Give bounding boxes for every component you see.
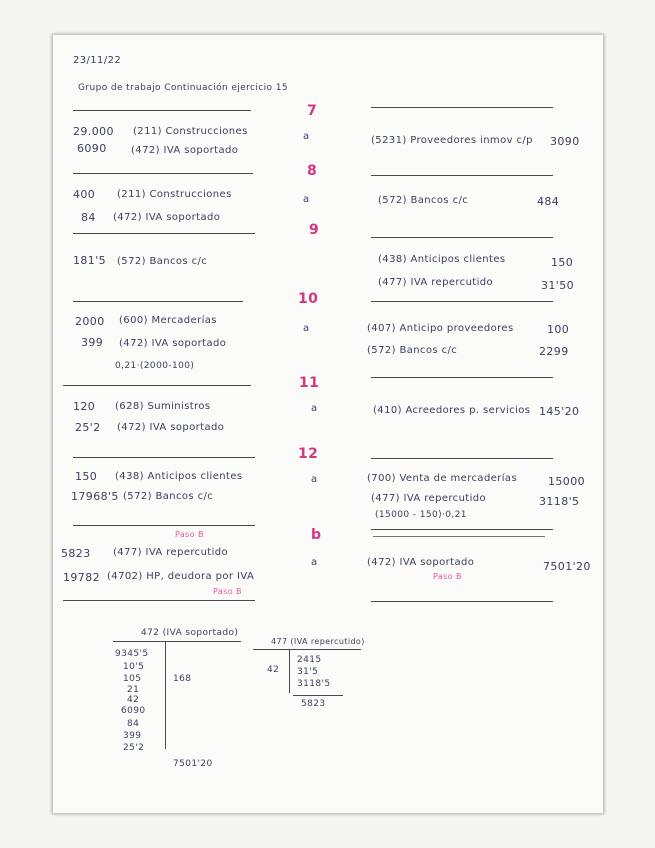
debit-account: (472) IVA soportado <box>113 212 221 223</box>
debit-account: (572) Bancos c/c <box>117 256 208 267</box>
entry-rule-right-double <box>373 536 545 537</box>
entry-rule-left <box>73 110 251 111</box>
credit-account: (700) Venta de mercaderías <box>367 473 518 484</box>
debit-account: (628) Suministros <box>115 401 211 412</box>
t-account-total-rule <box>293 695 343 696</box>
debit-account: (472) IVA soportado <box>117 422 225 433</box>
credit-account: (572) Bancos c/c <box>378 195 469 206</box>
page-date: 23/11/22 <box>73 55 122 66</box>
step-annotation: Paso B <box>175 530 204 539</box>
t-account-debit: 42 <box>127 695 140 705</box>
entry-rule-right <box>371 107 553 108</box>
entry-number: b <box>311 527 322 543</box>
entry-rule-left <box>63 385 251 386</box>
debit-account: (600) Mercaderías <box>119 315 217 326</box>
t-account-credit: 168 <box>173 674 192 684</box>
entry-rule-right <box>371 301 553 302</box>
debit-amount: 6090 <box>77 142 107 155</box>
credit-account: (477) IVA repercutido <box>371 493 487 504</box>
entry-separator: a <box>311 474 318 485</box>
credit-amount: 31'50 <box>541 279 575 292</box>
entry-rule-right <box>371 377 553 378</box>
t-account-title: 472 (IVA soportado) <box>141 628 239 638</box>
debit-account: (472) IVA soportado <box>131 145 239 156</box>
credit-amount: 15000 <box>548 475 585 488</box>
t-account-bar <box>253 649 361 650</box>
debit-amount: 84 <box>81 211 96 224</box>
entry-rule-right <box>371 458 553 459</box>
notebook-sheet <box>52 34 604 814</box>
t-account-debit: 21 <box>127 685 140 695</box>
credit-amount: 150 <box>551 256 574 269</box>
debit-account: (477) IVA repercutido <box>113 547 229 558</box>
entry-rule-left <box>73 525 255 526</box>
entry-rule-left <box>73 173 253 174</box>
credit-amount: 100 <box>547 323 570 336</box>
t-account-debit: 399 <box>123 731 142 741</box>
debit-amount: 120 <box>73 400 96 413</box>
entry-separator: a <box>303 131 310 142</box>
entry-rule-right <box>371 601 553 602</box>
entry-separator: a <box>311 557 318 568</box>
debit-amount: 399 <box>81 336 104 349</box>
entry-number: 10 <box>298 291 319 307</box>
credit-account: (410) Acreedores p. servicios <box>373 405 531 416</box>
t-account-debit: 42 <box>267 665 280 675</box>
t-account-title: 477 (IVA repercutido) <box>271 637 365 646</box>
t-account-debit: 6090 <box>121 706 146 716</box>
credit-amount: 7501'20 <box>543 560 591 573</box>
t-account-credit: 2415 <box>297 655 322 665</box>
entry-number: 12 <box>298 446 319 462</box>
entry-rule-left <box>73 457 255 458</box>
entry-rule-left <box>73 233 255 234</box>
debit-account: (438) Anticipos clientes <box>115 471 243 482</box>
debit-account: (4702) HP, deudora por IVA <box>107 571 255 582</box>
debit-amount: 400 <box>73 188 96 201</box>
entry-rule-left <box>73 301 243 302</box>
debit-account: (472) IVA soportado <box>119 338 227 349</box>
page-title: Grupo de trabajo Continuación ejercicio 15 <box>78 83 288 93</box>
t-account-credit: 3118'5 <box>297 679 331 689</box>
step-annotation: Paso B <box>433 572 462 581</box>
entry-number: 9 <box>309 222 320 238</box>
debit-amount: 2000 <box>75 315 105 328</box>
credit-amount: 3118'5 <box>539 495 580 508</box>
t-account-debit: 25'2 <box>123 743 145 753</box>
debit-amount: 25'2 <box>75 421 101 434</box>
debit-amount: 5823 <box>61 547 91 560</box>
entry-rule-left <box>63 600 255 601</box>
entry-number: 8 <box>307 163 318 179</box>
t-account-credit: 31'5 <box>297 667 319 677</box>
debit-account: (211) Construcciones <box>117 189 232 200</box>
credit-account: (477) IVA repercutido <box>378 277 494 288</box>
t-account-divider <box>289 649 290 693</box>
step-annotation: Paso B <box>213 587 242 596</box>
t-account-debit: 10'5 <box>123 662 145 672</box>
t-account-debit: 105 <box>123 674 142 684</box>
t-account-debit: 9345'5 <box>115 649 149 659</box>
t-account-debit: 84 <box>127 719 140 729</box>
entry-separator: a <box>311 403 318 414</box>
t-account-total: 7501'20 <box>173 759 213 769</box>
t-account-bar <box>113 641 241 642</box>
t-account-divider <box>165 641 166 749</box>
entry-separator: a <box>303 323 310 334</box>
calculation-note: 0,21·(2000-100) <box>115 361 195 371</box>
entry-rule-right <box>371 529 553 530</box>
credit-account: (472) IVA soportado <box>367 557 475 568</box>
credit-amount: 484 <box>537 195 560 208</box>
entry-rule-right <box>371 237 553 238</box>
t-account-total: 5823 <box>301 699 326 709</box>
debit-amount: 19782 <box>63 571 100 584</box>
debit-amount: 17968'5 <box>71 490 119 503</box>
debit-amount: 181'5 <box>73 254 107 267</box>
entry-number: 7 <box>307 103 318 119</box>
entry-separator: a <box>303 194 310 205</box>
debit-amount: 150 <box>75 470 98 483</box>
credit-account: (407) Anticipo proveedores <box>367 323 514 334</box>
credit-account: (5231) Proveedores inmov c/p <box>371 135 533 146</box>
credit-account: (572) Bancos c/c <box>367 345 458 356</box>
debit-amount: 29.000 <box>73 125 114 138</box>
credit-amount: 145'20 <box>539 405 580 418</box>
credit-account: (438) Anticipos clientes <box>378 254 506 265</box>
debit-account: (211) Construcciones <box>133 126 248 137</box>
entry-rule-right <box>371 175 553 176</box>
credit-amount: 3090 <box>550 135 580 148</box>
calculation-note: (15000 - 150)·0,21 <box>375 510 467 520</box>
debit-account: (572) Bancos c/c <box>123 491 214 502</box>
credit-amount: 2299 <box>539 345 569 358</box>
entry-number: 11 <box>299 375 320 391</box>
